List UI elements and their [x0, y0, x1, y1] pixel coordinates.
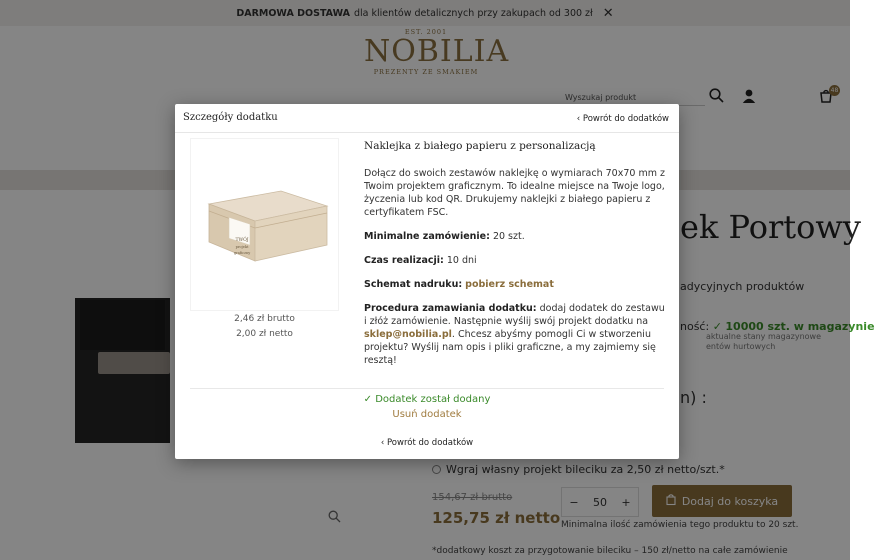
- logo-word: NOBILIA: [364, 34, 510, 69]
- promo-bold: DARMOWA DOSTAWA: [236, 7, 351, 19]
- lead-time-row: [364, 254, 670, 267]
- option-heading: n) :: [680, 388, 707, 407]
- stock-value: 10000 szt. w magazynie: [725, 320, 875, 333]
- help-text: Chcesz abyśmy pomogli Ci w stworzeniu projektu? Wyślij nam opis i pliki graficzne, a my zajmiemy się resztą!: [364, 329, 656, 366]
- qty-minus-button[interactable]: −: [569, 495, 579, 509]
- promo-text: dla klientów detalicznych przy zakupach od 300 zł: [354, 7, 593, 19]
- check-icon: ✓: [712, 320, 722, 333]
- addon-description: Dołącz do swoich zestawów naklejkę o wymiarach 70x70 mm z Twoim projektem graficznym. To idealne miejsce na Twoje logo, życzenia lub kod QR. Drukujemy naklejki z białego papieru z certyfikatem FSC.: [364, 168, 665, 218]
- modal-header: [175, 104, 679, 133]
- qty-value[interactable]: 50: [593, 495, 607, 509]
- scheme-label: Schemat nadruku:: [364, 279, 463, 290]
- search-input[interactable]: Wyszukaj produkt: [565, 93, 705, 106]
- procedure-row: Procedura zamawiania dodatku: dodaj dodatek do zestawu i złóż zamówienie. Następnie wyślij swój projekt dodatku na sklep@nobilia.pl. Chcesz abyśmy pomogli Ci w stworzeniu projektu? Wyślij nam opis i pliki graficzne, a my zajmiemy się resztą!: [364, 303, 665, 366]
- modal-title: Szczegóły dodatku: [183, 112, 278, 123]
- stock-label: ność:: [680, 320, 710, 333]
- back-to-addons-link[interactable]: [577, 114, 669, 124]
- lead-time-value: 10 dni: [446, 255, 477, 266]
- min-order-row: [364, 230, 670, 243]
- addon-details-modal: [175, 104, 679, 459]
- back-label: Powrót do dodatków: [582, 114, 669, 124]
- download-scheme-link[interactable]: pobierz schemat: [465, 279, 554, 290]
- chevron-left-icon: ‹: [380, 438, 385, 448]
- stock-note-line: aktualne stany magazynowe: [706, 332, 821, 341]
- add-to-cart-label: Dodaj do koszyka: [681, 494, 779, 508]
- addon-name: Naklejka z białego papieru z personalizacją: [364, 140, 596, 152]
- scheme-row: [364, 278, 670, 291]
- sticker-line: TWÓJ: [235, 238, 249, 243]
- addon-image: [190, 138, 339, 311]
- remove-addon-button[interactable]: Usuń dodatek: [392, 409, 462, 420]
- addon-price-gross: 2,46 zł brutto: [234, 314, 295, 324]
- min-order-label: Minimalne zamówienie:: [364, 231, 490, 242]
- addon-price-net: 2,00 zł netto: [236, 329, 293, 339]
- min-order-note: Minimalna ilość zamówienia tego produktu to 20 szt.: [561, 520, 799, 530]
- addon-added-label: Dodatek został dodany: [375, 394, 491, 405]
- footnote: *dodatkowy koszt za przygotowanie bileciku – 150 zł/netto na całe zamówienie: [432, 546, 788, 556]
- addon-content: [364, 140, 670, 367]
- logo-tagline: PREZENTY ZE SMAKIEM: [373, 68, 479, 76]
- custom-card-label: Wgraj własny projekt bileciku za 2,50 zł netto/szt.*: [446, 463, 725, 476]
- email-link[interactable]: sklep@nobilia.pl: [364, 329, 452, 340]
- sticker-line: projekt graficzny: [233, 245, 251, 255]
- cart-count-badge: 48: [830, 87, 839, 94]
- qty-plus-button[interactable]: +: [621, 495, 631, 509]
- close-icon[interactable]: ✕: [602, 5, 614, 21]
- divider: [190, 388, 664, 389]
- back-label: Powrót do dodatków: [386, 438, 474, 448]
- price-gross: 154,67 zł brutto: [432, 492, 513, 503]
- check-icon: ✓: [363, 394, 372, 405]
- product-description: adycyjnych produktów: [680, 280, 805, 293]
- stock-note-line: entów hurtowych: [706, 342, 776, 351]
- lead-time-label: Czas realizacji:: [364, 255, 444, 266]
- logo-est: EST. 2001: [404, 28, 448, 36]
- chevron-left-icon: ‹: [576, 114, 581, 124]
- back-to-addons-link-bottom[interactable]: [175, 438, 679, 448]
- min-order-value: 20 szt.: [492, 231, 525, 242]
- procedure-text: dodaj dodatek do zestawu i złóż zamówienie. Następnie wyślij swój projekt dodatku na: [364, 303, 665, 327]
- price-net: 125,75 zł netto: [432, 509, 561, 527]
- addon-added-status: [175, 394, 679, 405]
- sticker-text: [232, 238, 252, 256]
- box-illustration: [191, 139, 340, 312]
- product-title: ek Portowy: [680, 208, 861, 246]
- procedure-label: Procedura zamawiania dodatku:: [364, 303, 537, 314]
